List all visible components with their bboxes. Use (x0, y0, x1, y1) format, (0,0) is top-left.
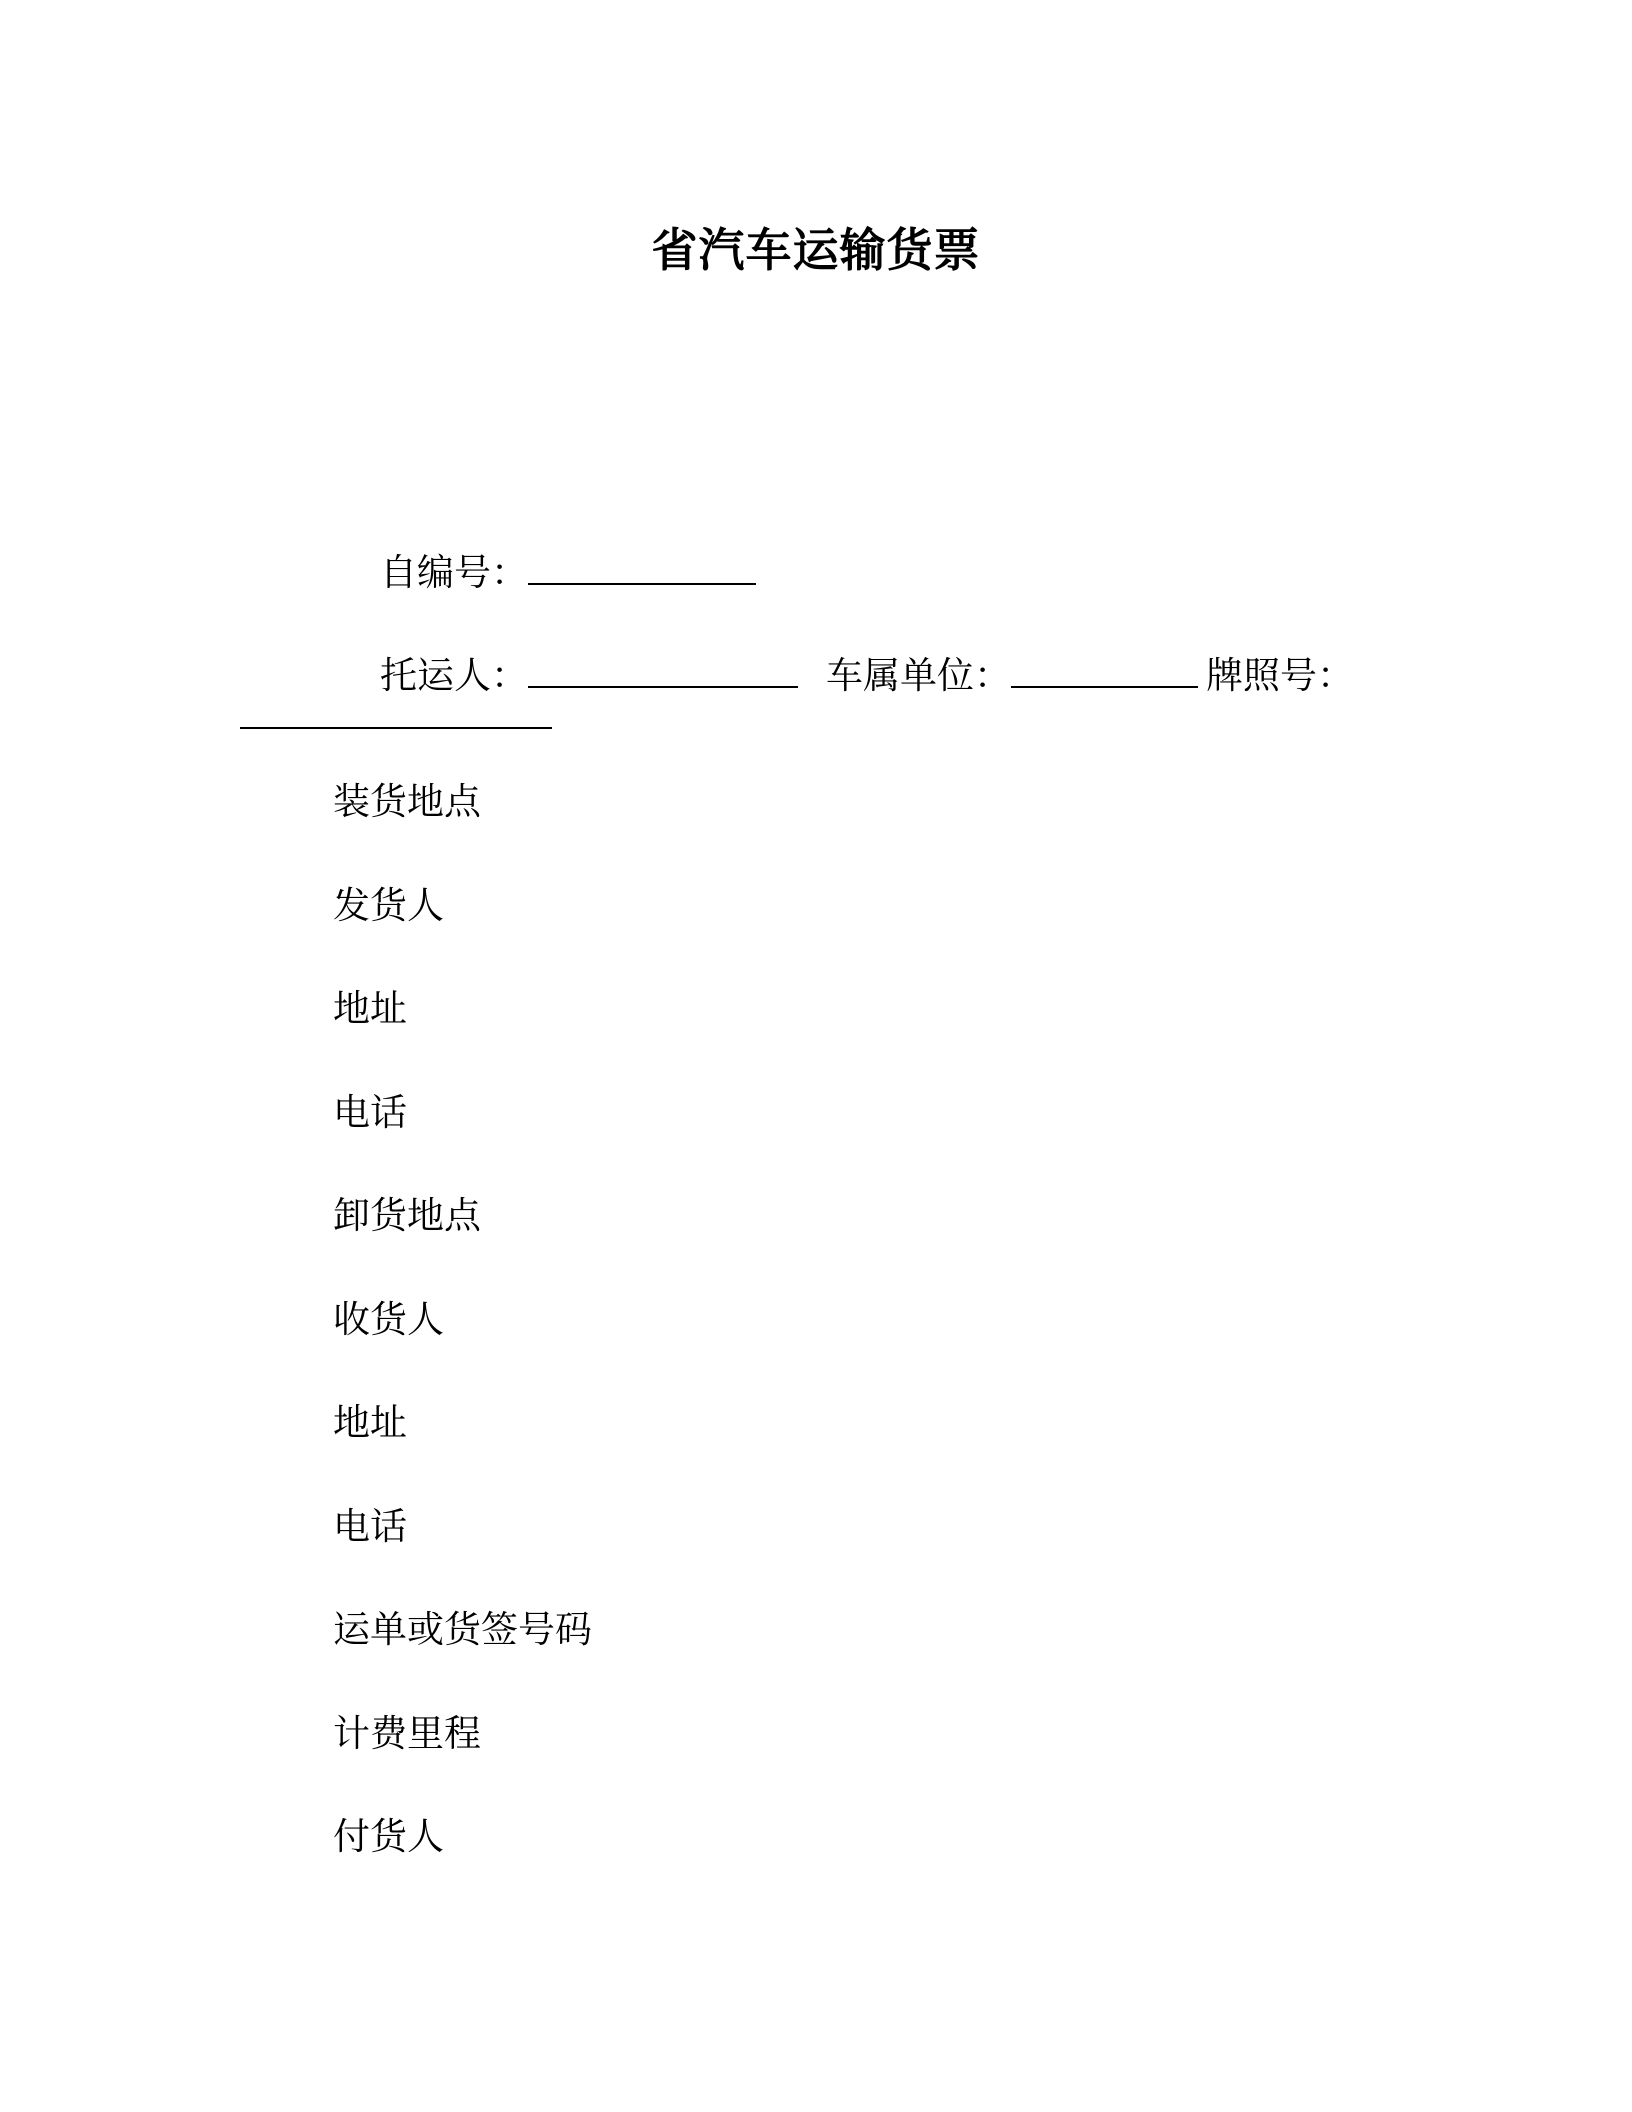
field-unloading-place: 卸货地点 (333, 1194, 481, 1237)
serial-number-label: 自编号： (380, 551, 529, 594)
vehicle-unit-label: 车属单位： (826, 654, 1012, 697)
field-billing-mileage: 计费里程 (333, 1712, 481, 1755)
field-payer: 付货人 (333, 1815, 444, 1858)
vehicle-unit-blank[interactable] (1011, 650, 1198, 688)
field-loading-place: 装货地点 (333, 780, 481, 823)
field-consignor: 发货人 (333, 884, 444, 927)
document-title: 省汽车运输货票 (651, 223, 981, 277)
shipper-blank[interactable] (528, 650, 798, 688)
shipper-row (333, 598, 1354, 754)
field-consignee-phone: 电话 (333, 1505, 407, 1548)
field-waybill-number: 运单或货签号码 (333, 1608, 592, 1651)
serial-number-blank[interactable] (528, 547, 756, 585)
field-consignor-address: 地址 (333, 987, 407, 1030)
plate-number-label: 牌照号： (1206, 654, 1355, 697)
plate-number-blank[interactable] (240, 727, 552, 729)
field-consignee-address: 地址 (333, 1401, 407, 1444)
shipper-label: 托运人： (380, 654, 529, 697)
field-consignor-phone: 电话 (333, 1091, 407, 1134)
field-consignee: 收货人 (333, 1298, 444, 1341)
